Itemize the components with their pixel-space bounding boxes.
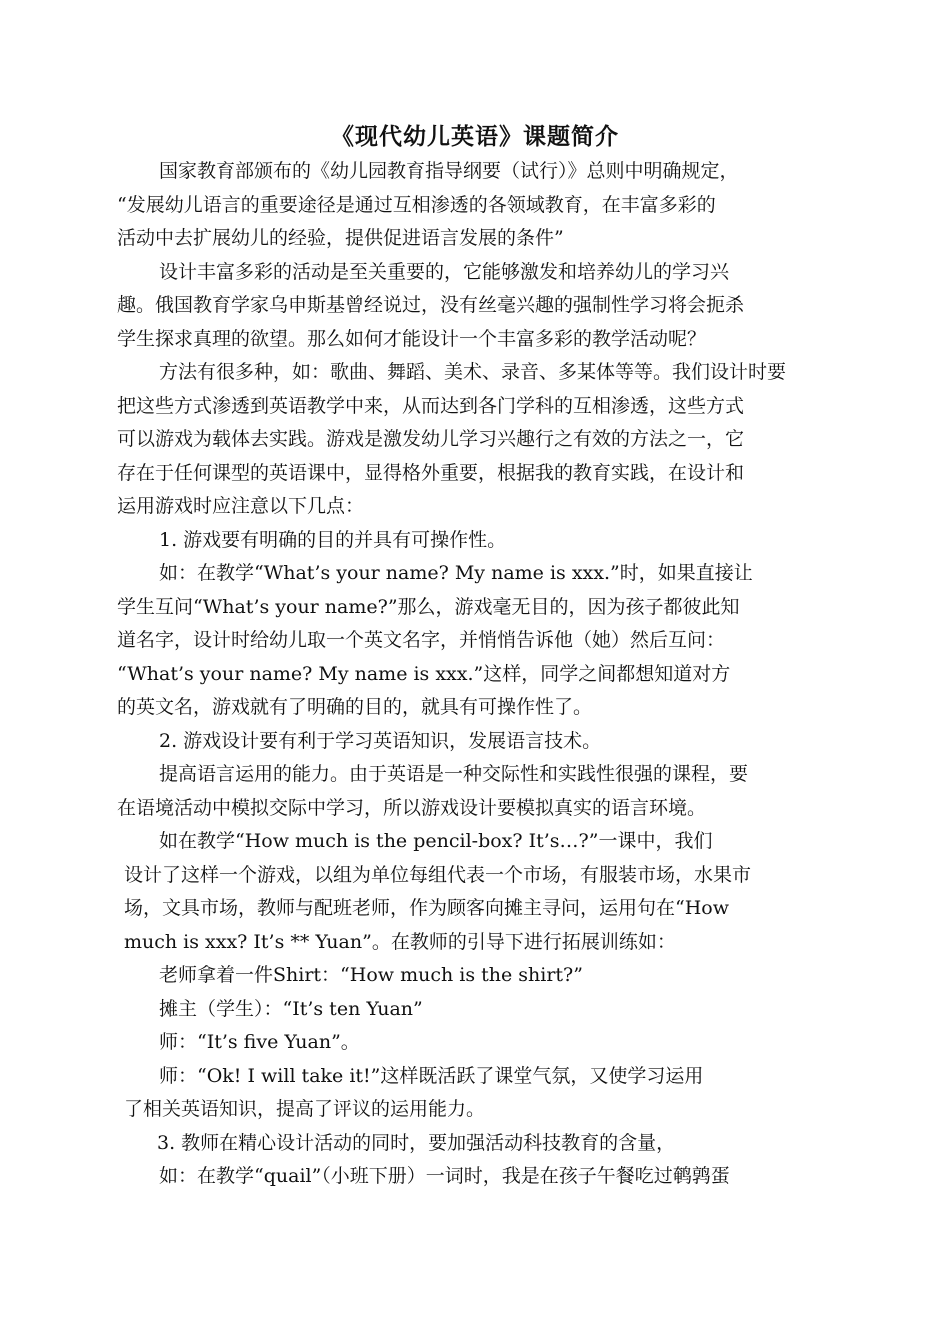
section-heading: 1. 游戏要有明确的目的并具有可操作性。: [159, 528, 507, 551]
document-body: [117, 155, 842, 1194]
paragraph-line: “What’s your name? My name is xxx.”这样，同学之间都想知道对方: [117, 662, 731, 685]
paragraph-line: 在语境活动中模拟交际中学习，所以游戏设计要模拟真实的语言环境。: [117, 796, 707, 819]
dialogue-line: 摊主（学生）：“It’s ten Yuan”: [159, 997, 423, 1020]
paragraph-line: 设计了这样一个游戏，以组为单位每组代表一个市场，有服装市场，水果市: [124, 863, 752, 886]
dialogue-line: 老师拿着一件Shirt：“How much is the shirt?”: [159, 964, 583, 986]
paragraph-line: 道名字，设计时给幼儿取一个英文名字，并悄悄告诉他（她）然后互问：: [117, 629, 726, 651]
paragraph-line: 国家教育部颁布的《幼儿园教育指导纲要（试行）》总则中明确规定，: [159, 160, 739, 182]
dialogue-line: 师：“Ok! I will take it!”这样既活跃了课堂气氛，又使学习运用: [159, 1064, 704, 1087]
paragraph-line: 学生探求真理的欲望。那么如何才能设计一个丰富多彩的教学活动呢？: [117, 327, 707, 350]
paragraph-line: 可以游戏为载体去实践。游戏是激发幼儿学习兴趣行之有效的方法之一，它: [117, 428, 745, 450]
paragraph-line: 趣。俄国教育学家乌申斯基曾经说过，没有丝毫兴趣的强制性学习将会扼杀: [117, 294, 745, 316]
dialogue-line: 师：“It’s five Yuan”。: [159, 1031, 360, 1053]
paragraph-line: 把这些方式渗透到英语教学中来，从而达到各门学科的互相渗透，这些方式: [117, 394, 745, 417]
paragraph-line: 方法有很多种，如：歌曲、舞蹈、美术、录音、多某体等等。我们设计时要: [159, 361, 787, 383]
paragraph-line: 如在教学“How much is the pencil-box? It’s…?”一课中，我们: [159, 830, 713, 852]
paragraph-line: 存在于任何课型的英语课中，显得格外重要，根据我的教育实践，在设计和: [117, 461, 745, 484]
paragraph-line: 活动中去扩展幼儿的经验，提供促进语言发展的条件”: [117, 227, 564, 249]
section-heading: 3. 教师在精心设计活动的同时，要加强活动科技教育的含量，: [157, 1131, 676, 1154]
paragraph-line: “发展幼儿语言的重要途径是通过互相渗透的各领域教育，在丰富多彩的: [117, 193, 716, 216]
paragraph-line: much is xxx? It’s ** Yuan”。在教师的引导下进行拓展训练如：: [124, 930, 676, 953]
paragraph-line: 运用游戏时应注意以下几点：: [117, 495, 365, 517]
paragraph-line: 场，文具市场，教师与配班老师，作为顾客向摊主寻问，运用句在“How: [124, 897, 729, 919]
paragraph-line: 如：在教学“quail”（小班下册）一词时，我是在孩子午餐吃过鹌鹑蛋: [159, 1165, 730, 1187]
paragraph-line: 提高语言运用的能力。由于英语是一种交际性和实践性很强的课程，要: [159, 763, 749, 785]
document-title: 《现代幼儿英语》课题简介: [331, 123, 619, 150]
section-heading: 2. 游戏设计要有利于学习英语知识，发展语言技术。: [159, 729, 602, 752]
paragraph-line: 设计丰富多彩的活动是至关重要的，它能够激发和培养幼儿的学习兴: [159, 260, 730, 283]
paragraph-line: 的英文名，游戏就有了明确的目的，就具有可操作性了。: [117, 696, 593, 718]
paragraph-line: 学生互问“What’s your name?”那么，游戏毫无目的，因为孩子都彼此知: [117, 595, 740, 618]
paragraph-line: 如：在教学“What’s your name? My name is xxx.”时，如果直接让: [159, 562, 753, 584]
paragraph-line: 了相关英语知识，提高了评议的运用能力。: [124, 1098, 486, 1120]
